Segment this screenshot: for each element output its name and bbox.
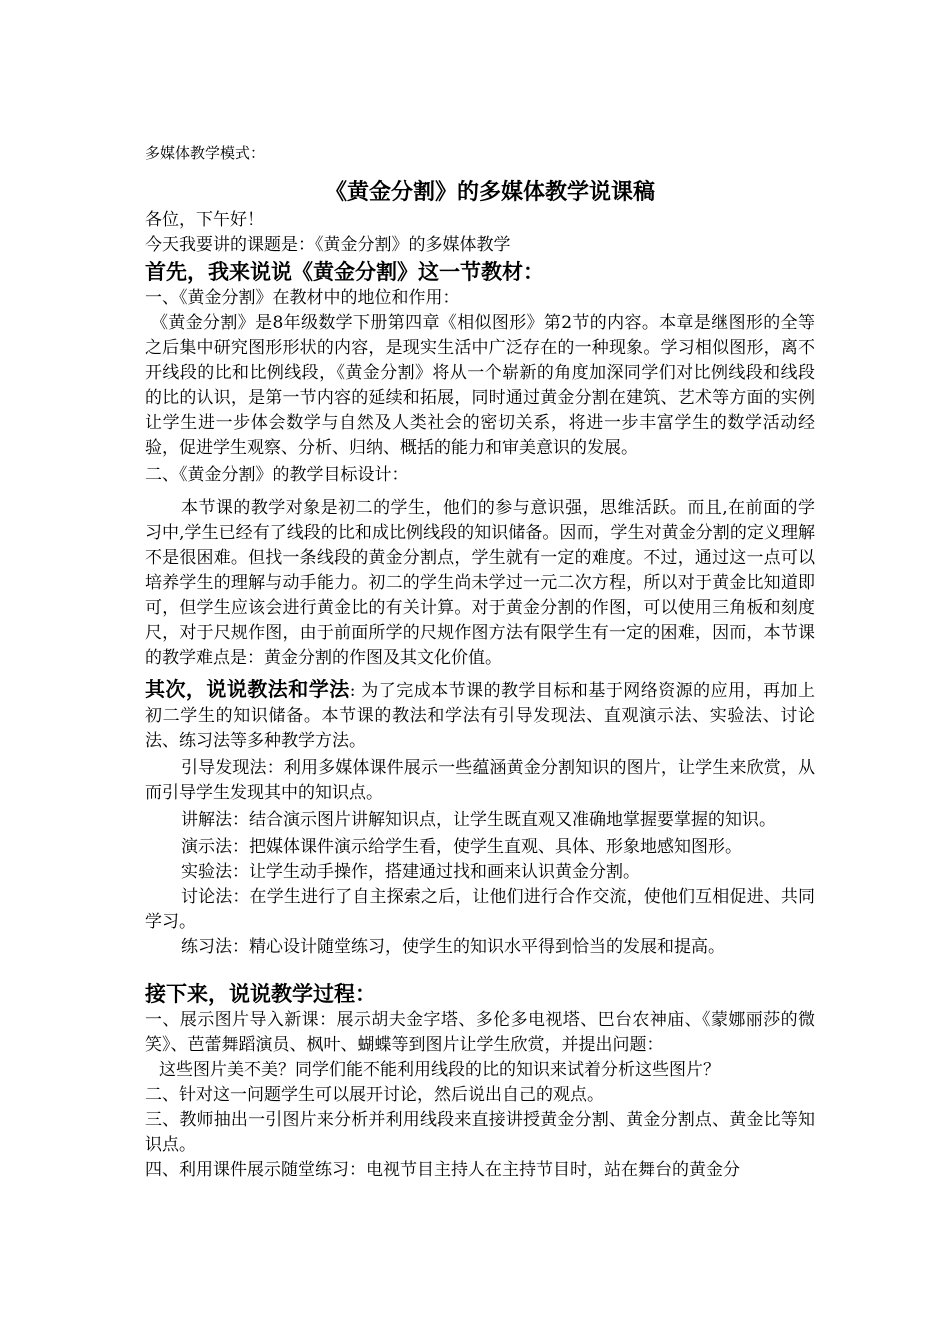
section3-heading: 接下来，说说教学过程： (145, 982, 376, 1006)
spacer (145, 960, 815, 980)
topic-line: 今天我要讲的课题是：《黄金分割》的多媒体教学 (145, 235, 511, 255)
method-item: 讲解法：结合演示图片讲解知识点，让学生既直观又准确地掌握要掌握的知识。 (181, 810, 776, 830)
section1-para1: 《黄金分割》是8年级数学下册第四章《相似图形》第2节的内容。本章是继图形的全等之后集中研究图形形状的内容，是现实生活中广泛存在的一种现象。学习相似图形，离不开线段的比和比例线段，《黄金分割》将从一个崭新的角度加深同学们对比例线段和线段的比的认识，是第一节内容的延续和拓展，同时通过黄金分割在建筑、艺术等方面的实例让学生进一步体会数学与自然及人类社会的密切关系，将进一步丰富学生的数学活动经验，促进学生观察、分析、归纳、概括的能力和审美意识的发展。 (145, 313, 815, 458)
method-item: 练习法：精心设计随堂练习，使学生的知识水平得到恰当的发展和提高。 (181, 937, 725, 957)
section2-intro: : 为了完成本节课的教学目标和基于网络资源的应用，再加上初二学生的知识储备。本节课的教法和学法有引导发现法、直观演示法、实验法、讨论法、练习法等多种教学方法。 (145, 681, 815, 751)
process-step: 这些图片美不美？同学们能不能利用线段的比的知识来试着分析这些图片？ (159, 1060, 720, 1080)
method-item: 演示法：把媒体课件演示给学生看，使学生直观、具体、形象地感知图形。 (181, 837, 742, 857)
section1-sub2: 二、《黄金分割》的教学目标设计： (145, 465, 409, 485)
method-item: 讨论法：在学生进行了自主探索之后，让他们进行合作交流，使他们互相促进、共同学习。 (145, 887, 815, 932)
method-item: 实验法：让学生动手操作，搭建通过找和画来认识黄金分割。 (181, 862, 640, 882)
method-item: 引导发现法：利用多媒体课件展示一些蕴涵黄金分割知识的图片，让学生来欣赏，从而引导学生发现其中的知识点。 (145, 758, 815, 803)
document-title: 《黄金分割》的多媒体教学说课稿 (324, 180, 655, 205)
process-step: 一、展示图片导入新课：展示胡夫金字塔、多伦多电视塔、巴台农神庙、《蒙娜丽莎的微笑》、芭蕾舞蹈演员、枫叶、蝴蝶等到图片让学生欣赏，并提出问题： (145, 1010, 815, 1055)
section2-intro-paragraph (145, 677, 815, 754)
document-body (145, 128, 815, 1183)
section2-heading: 其次，说说教法和学法 (145, 677, 350, 701)
section1-sub1: 一、《黄金分割》在教材中的地位和作用： (145, 288, 460, 308)
section1-para2: 本节课的教学对象是初二的学生，他们的参与意识强，思维活跃。而且,在前面的学习中,学生已经有了线段的比和成比例线段的知识储备。因而，学生对黄金分割的定义理解不是很困难。但找一条线段的黄金分割点，学生就有一定的难度。不过，通过这一点可以培养学生的理解与动手能力。初二的学生尚未学过一元二次方程，所以对于黄金比知道即可，但学生应该会进行黄金比的有关计算。对于黄金分割的作图，可以使用三角板和刻度尺，对于尺规作图，由于前面所学的尺规作图方法有限学生有一定的困难，因而，本节课的教学难点是：黄金分割的作图及其文化价值。 (145, 498, 815, 668)
process-step: 四、利用课件展示随堂练习：电视节目主持人在主持节目时，站在舞台的黄金分 (145, 1160, 740, 1180)
process-step: 二、针对这一问题学生可以展开讨论，然后说出自己的观点。 (145, 1085, 604, 1105)
greeting: 各位，下午好！ (145, 210, 264, 230)
mode-label: 多媒体教学模式： (145, 144, 266, 162)
section1-heading: 首先，我来说说《黄金分割》这一节教材： (145, 260, 544, 284)
process-step: 三、教师抽出一引图片来分析并利用线段来直接讲授黄金分割、黄金分割点、黄金比等知识点。 (145, 1110, 815, 1155)
